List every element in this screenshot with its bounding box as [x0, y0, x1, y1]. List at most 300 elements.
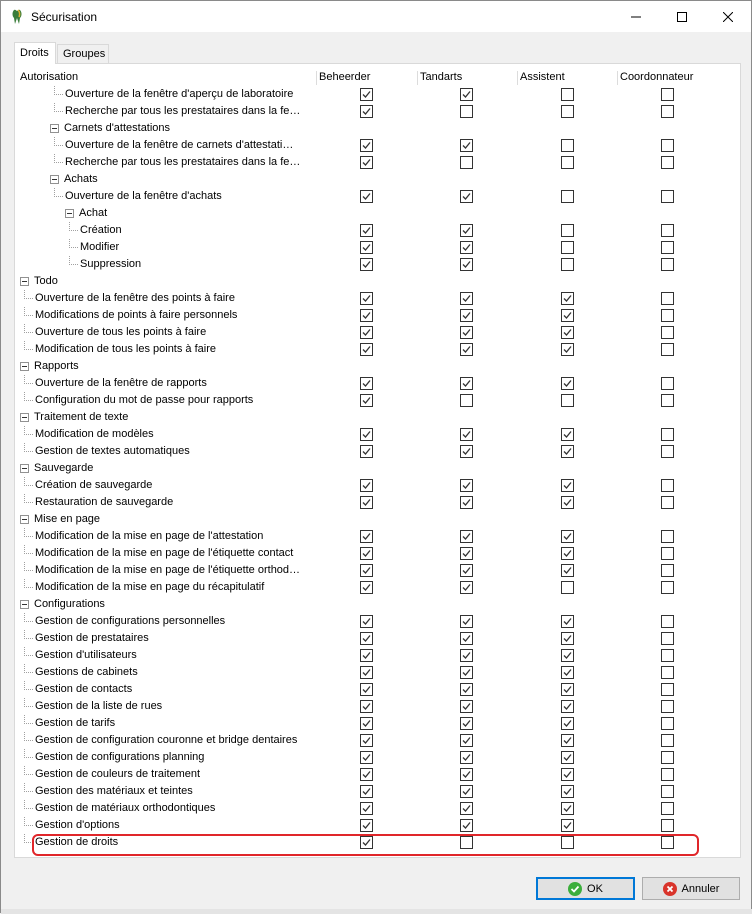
- permission-checkbox-assistent[interactable]: [561, 768, 574, 781]
- permission-checkbox-coordonnateur[interactable]: [661, 700, 674, 713]
- permission-label: Gestion de matériaux orthodontiques: [35, 802, 216, 814]
- permission-checkbox-coordonnateur[interactable]: [661, 734, 674, 747]
- permission-checkbox-coordonnateur[interactable]: [661, 224, 674, 237]
- permission-checkbox-coordonnateur[interactable]: [661, 326, 674, 339]
- permission-checkbox-assistent[interactable]: [561, 734, 574, 747]
- permission-label: Gestion de couleurs de traitement: [35, 768, 201, 780]
- permission-row[interactable]: [15, 715, 740, 732]
- permission-label: Gestion de la liste de rues: [35, 700, 163, 712]
- tree-group-row[interactable]: [15, 409, 740, 426]
- tree-connector: [69, 247, 78, 248]
- collapse-icon[interactable]: [20, 515, 29, 524]
- permission-checkbox-beheerder[interactable]: [360, 836, 373, 849]
- permission-checkbox-tandarts[interactable]: [460, 802, 473, 815]
- tree-connector: [24, 290, 25, 299]
- permission-label: Gestion de configurations planning: [35, 751, 205, 763]
- permission-row[interactable]: [15, 392, 740, 409]
- permission-checkbox-assistent[interactable]: [561, 632, 574, 645]
- column-header-beheerder[interactable]: Beheerder: [319, 71, 371, 83]
- check-icon: [568, 882, 582, 896]
- permission-row[interactable]: [15, 783, 740, 800]
- permission-checkbox-assistent[interactable]: [561, 88, 574, 101]
- tree-group-label: Achat: [79, 207, 108, 219]
- permission-checkbox-beheerder[interactable]: [360, 581, 373, 594]
- bottom-strip: [1, 909, 752, 914]
- permission-row[interactable]: [15, 103, 740, 120]
- permission-label: Ouverture de tous les points à faire: [35, 326, 207, 338]
- permission-row[interactable]: [15, 256, 740, 273]
- tree-connector: [24, 613, 25, 622]
- permission-checkbox-tandarts[interactable]: [460, 666, 473, 679]
- permission-checkbox-assistent[interactable]: [561, 751, 574, 764]
- grid-header: [15, 69, 740, 86]
- permission-checkbox-tandarts[interactable]: [460, 581, 473, 594]
- permission-checkbox-assistent[interactable]: [561, 496, 574, 509]
- permission-row[interactable]: [15, 749, 740, 766]
- permission-label: Gestion d'utilisateurs: [35, 649, 137, 661]
- tree-connector: [24, 400, 33, 401]
- permission-checkbox-tandarts[interactable]: [460, 445, 473, 458]
- tree-connector: [24, 664, 25, 673]
- permission-checkbox-assistent[interactable]: [561, 258, 574, 271]
- tree-connector: [24, 766, 25, 775]
- permission-checkbox-beheerder[interactable]: [360, 802, 373, 815]
- permission-checkbox-beheerder[interactable]: [360, 377, 373, 390]
- column-separator[interactable]: [316, 71, 317, 85]
- tree-connector: [24, 706, 33, 707]
- permission-row[interactable]: [15, 239, 740, 256]
- permission-checkbox-beheerder[interactable]: [360, 479, 373, 492]
- permission-checkbox-assistent[interactable]: [561, 394, 574, 407]
- column-separator[interactable]: [617, 71, 618, 85]
- permission-checkbox-tandarts[interactable]: [460, 615, 473, 628]
- tree-group-row[interactable]: [15, 205, 740, 222]
- permission-label: Modifications de points à faire personnels: [35, 309, 238, 321]
- permission-row[interactable]: [15, 545, 740, 562]
- tree-connector: [24, 494, 25, 503]
- permission-checkbox-tandarts[interactable]: [460, 683, 473, 696]
- permission-checkbox-coordonnateur[interactable]: [661, 683, 674, 696]
- tree-connector: [54, 154, 55, 163]
- tree-connector: [24, 451, 33, 452]
- permission-row[interactable]: [15, 681, 740, 698]
- permission-checkbox-beheerder[interactable]: [360, 343, 373, 356]
- tree-connector: [24, 341, 25, 350]
- tree-connector: [24, 298, 33, 299]
- tree-connector: [24, 545, 25, 554]
- permission-checkbox-tandarts[interactable]: [460, 785, 473, 798]
- tree-connector: [69, 264, 78, 265]
- tab-groupes[interactable]: Groupes: [57, 44, 109, 64]
- tree-group-label: Mise en page: [34, 513, 101, 525]
- permission-checkbox-coordonnateur[interactable]: [661, 156, 674, 169]
- permission-checkbox-beheerder[interactable]: [360, 88, 373, 101]
- permission-checkbox-assistent[interactable]: [561, 241, 574, 254]
- permission-checkbox-assistent[interactable]: [561, 564, 574, 577]
- tree-connector: [69, 230, 78, 231]
- permission-row[interactable]: [15, 664, 740, 681]
- permission-row[interactable]: [15, 443, 740, 460]
- permission-checkbox-coordonnateur[interactable]: [661, 649, 674, 662]
- tab-droits[interactable]: Droits: [14, 42, 56, 64]
- column-separator[interactable]: [417, 71, 418, 85]
- tree-connector: [24, 434, 33, 435]
- permission-row[interactable]: [15, 800, 740, 817]
- tree-group-row[interactable]: [15, 273, 740, 290]
- close-button[interactable]: [705, 1, 751, 32]
- permission-checkbox-coordonnateur[interactable]: [661, 530, 674, 543]
- permission-checkbox-coordonnateur[interactable]: [661, 88, 674, 101]
- permission-checkbox-tandarts[interactable]: [460, 139, 473, 152]
- permission-row[interactable]: [15, 528, 740, 545]
- tree-connector: [69, 239, 70, 248]
- tree-connector: [24, 817, 25, 826]
- permission-checkbox-assistent[interactable]: [561, 479, 574, 492]
- tree-connector: [24, 655, 33, 656]
- permission-checkbox-beheerder[interactable]: [360, 564, 373, 577]
- permission-checkbox-tandarts[interactable]: [460, 734, 473, 747]
- permission-checkbox-tandarts[interactable]: [460, 632, 473, 645]
- permission-row[interactable]: [15, 188, 740, 205]
- permission-checkbox-beheerder[interactable]: [360, 224, 373, 237]
- permission-checkbox-assistent[interactable]: [561, 530, 574, 543]
- collapse-icon[interactable]: [20, 362, 29, 371]
- column-header-autorisation[interactable]: Autorisation: [20, 71, 79, 83]
- permission-checkbox-coordonnateur[interactable]: [661, 819, 674, 832]
- permission-checkbox-tandarts[interactable]: [460, 649, 473, 662]
- permission-checkbox-assistent[interactable]: [561, 343, 574, 356]
- permission-checkbox-assistent[interactable]: [561, 309, 574, 322]
- permission-label: Gestion de textes automatiques: [35, 445, 190, 457]
- permission-checkbox-tandarts[interactable]: [460, 819, 473, 832]
- minimize-button[interactable]: [613, 1, 659, 32]
- permission-checkbox-assistent[interactable]: [561, 581, 574, 594]
- permission-row[interactable]: [15, 290, 740, 307]
- permission-label: Gestion de contacts: [35, 683, 133, 695]
- permission-checkbox-beheerder[interactable]: [360, 615, 373, 628]
- column-separator[interactable]: [517, 71, 518, 85]
- permission-checkbox-assistent[interactable]: [561, 819, 574, 832]
- collapse-icon[interactable]: [20, 600, 29, 609]
- tree-connector: [24, 307, 25, 316]
- cancel-button[interactable]: [642, 877, 740, 900]
- tree-connector: [24, 783, 25, 792]
- tree-connector: [24, 392, 25, 401]
- tree-connector: [54, 86, 55, 95]
- tree-connector: [24, 638, 33, 639]
- permission-checkbox-assistent[interactable]: [561, 666, 574, 679]
- permission-row[interactable]: [15, 766, 740, 783]
- permission-checkbox-tandarts[interactable]: [460, 343, 473, 356]
- maximize-button[interactable]: [659, 1, 705, 32]
- permission-checkbox-assistent[interactable]: [561, 105, 574, 118]
- permission-checkbox-beheerder[interactable]: [360, 530, 373, 543]
- permission-row[interactable]: [15, 817, 740, 834]
- permission-checkbox-tandarts[interactable]: [460, 496, 473, 509]
- permission-row[interactable]: [15, 647, 740, 664]
- permission-checkbox-assistent[interactable]: [561, 428, 574, 441]
- collapse-icon[interactable]: [65, 209, 74, 218]
- permission-row[interactable]: [15, 477, 740, 494]
- permission-checkbox-tandarts[interactable]: [460, 241, 473, 254]
- tree-connector: [24, 553, 33, 554]
- permission-row[interactable]: [15, 698, 740, 715]
- permission-checkbox-coordonnateur[interactable]: [661, 496, 674, 509]
- permission-checkbox-beheerder[interactable]: [360, 785, 373, 798]
- permission-checkbox-coordonnateur[interactable]: [661, 258, 674, 271]
- column-header-coordonnateur[interactable]: Coordonnateur: [620, 71, 694, 83]
- permission-checkbox-beheerder[interactable]: [360, 717, 373, 730]
- permission-checkbox-coordonnateur[interactable]: [661, 105, 674, 118]
- permission-label: Modification de tous les points à faire: [35, 343, 216, 355]
- permission-checkbox-coordonnateur[interactable]: [661, 632, 674, 645]
- tree-connector: [24, 774, 33, 775]
- permission-row[interactable]: [15, 579, 740, 596]
- permission-row[interactable]: [15, 86, 740, 103]
- permission-label: Recherche par tous les prestataires dans la fe…: [65, 105, 301, 117]
- permission-checkbox-assistent[interactable]: [561, 377, 574, 390]
- permission-checkbox-tandarts[interactable]: [460, 88, 473, 101]
- tree-connector: [69, 256, 70, 265]
- permission-checkbox-coordonnateur[interactable]: [661, 785, 674, 798]
- permission-row[interactable]: [15, 732, 740, 749]
- permission-checkbox-beheerder[interactable]: [360, 734, 373, 747]
- permission-checkbox-tandarts[interactable]: [460, 156, 473, 169]
- collapse-icon[interactable]: [50, 124, 59, 133]
- tree-connector: [24, 587, 33, 588]
- collapse-icon[interactable]: [50, 175, 59, 184]
- permission-label: Gestion d'options: [35, 819, 120, 831]
- tree-group-row[interactable]: [15, 171, 740, 188]
- permission-label: Création: [80, 224, 122, 236]
- permission-row[interactable]: [15, 324, 740, 341]
- permission-row[interactable]: [15, 494, 740, 511]
- tree-connector: [24, 383, 33, 384]
- permission-checkbox-tandarts[interactable]: [460, 190, 473, 203]
- permission-checkbox-assistent[interactable]: [561, 717, 574, 730]
- tree-connector: [24, 808, 33, 809]
- permission-checkbox-tandarts[interactable]: [460, 309, 473, 322]
- permission-checkbox-coordonnateur[interactable]: [661, 343, 674, 356]
- tree-connector: [24, 332, 33, 333]
- permission-label: Modification de la mise en page de l'étiquette orthod…: [35, 564, 301, 576]
- permission-checkbox-coordonnateur[interactable]: [661, 428, 674, 441]
- column-header-assistent[interactable]: Assistent: [520, 71, 565, 83]
- tree-connector: [24, 672, 33, 673]
- tree-group-row[interactable]: [15, 358, 740, 375]
- permission-checkbox-tandarts[interactable]: [460, 751, 473, 764]
- permission-checkbox-coordonnateur[interactable]: [661, 836, 674, 849]
- permission-checkbox-coordonnateur[interactable]: [661, 394, 674, 407]
- tree-group-label: Rapports: [34, 360, 79, 372]
- permission-checkbox-tandarts[interactable]: [460, 564, 473, 577]
- permission-checkbox-tandarts[interactable]: [460, 717, 473, 730]
- permission-checkbox-beheerder[interactable]: [360, 241, 373, 254]
- permission-checkbox-beheerder[interactable]: [360, 309, 373, 322]
- tree-connector: [24, 536, 33, 537]
- permission-label: Ouverture de la fenêtre des points à faire: [35, 292, 235, 304]
- permission-checkbox-assistent[interactable]: [561, 615, 574, 628]
- permission-row[interactable]: [15, 137, 740, 154]
- tree-connector: [24, 477, 25, 486]
- permission-checkbox-beheerder[interactable]: [360, 326, 373, 339]
- permission-checkbox-coordonnateur[interactable]: [661, 564, 674, 577]
- tooth-icon: [11, 9, 25, 25]
- permission-checkbox-assistent[interactable]: [561, 683, 574, 696]
- permission-label: Gestion de prestataires: [35, 632, 149, 644]
- permission-checkbox-assistent[interactable]: [561, 190, 574, 203]
- permission-label: Modification de la mise en page de l'étiquette contact: [35, 547, 294, 559]
- permission-checkbox-beheerder[interactable]: [360, 428, 373, 441]
- permission-checkbox-tandarts[interactable]: [460, 547, 473, 560]
- permission-checkbox-tandarts[interactable]: [460, 394, 473, 407]
- permission-checkbox-beheerder[interactable]: [360, 394, 373, 407]
- permission-label: Gestion de configurations personnelles: [35, 615, 226, 627]
- permission-checkbox-beheerder[interactable]: [360, 105, 373, 118]
- permission-checkbox-coordonnateur[interactable]: [661, 751, 674, 764]
- permission-checkbox-assistent[interactable]: [561, 326, 574, 339]
- permission-checkbox-assistent[interactable]: [561, 292, 574, 305]
- collapse-icon[interactable]: [20, 464, 29, 473]
- permission-checkbox-coordonnateur[interactable]: [661, 717, 674, 730]
- permission-row[interactable]: [15, 154, 740, 171]
- permission-row[interactable]: [15, 562, 740, 579]
- permission-checkbox-beheerder[interactable]: [360, 666, 373, 679]
- permission-checkbox-coordonnateur[interactable]: [661, 190, 674, 203]
- cross-icon: [663, 882, 677, 896]
- permission-checkbox-tandarts[interactable]: [460, 224, 473, 237]
- permission-row[interactable]: [15, 613, 740, 630]
- permission-checkbox-coordonnateur[interactable]: [661, 581, 674, 594]
- permission-checkbox-assistent[interactable]: [561, 785, 574, 798]
- permission-checkbox-beheerder[interactable]: [360, 768, 373, 781]
- tree-connector: [24, 791, 33, 792]
- permission-checkbox-assistent[interactable]: [561, 445, 574, 458]
- tree-connector: [24, 349, 33, 350]
- tree-group-row[interactable]: [15, 511, 740, 528]
- tree-connector: [69, 222, 70, 231]
- permission-checkbox-beheerder[interactable]: [360, 700, 373, 713]
- permission-checkbox-assistent[interactable]: [561, 649, 574, 662]
- permission-checkbox-tandarts[interactable]: [460, 530, 473, 543]
- permission-checkbox-coordonnateur[interactable]: [661, 615, 674, 628]
- permission-checkbox-tandarts[interactable]: [460, 479, 473, 492]
- permission-checkbox-coordonnateur[interactable]: [661, 547, 674, 560]
- tree-group-row[interactable]: [15, 596, 740, 613]
- permission-checkbox-beheerder[interactable]: [360, 632, 373, 645]
- permission-checkbox-beheerder[interactable]: [360, 258, 373, 271]
- permission-checkbox-beheerder[interactable]: [360, 819, 373, 832]
- tree-connector: [24, 621, 33, 622]
- permission-checkbox-beheerder[interactable]: [360, 496, 373, 509]
- tree-connector: [54, 111, 63, 112]
- tree-group-row[interactable]: [15, 120, 740, 137]
- permission-checkbox-beheerder[interactable]: [360, 683, 373, 696]
- permission-checkbox-beheerder[interactable]: [360, 156, 373, 169]
- permission-row[interactable]: [15, 222, 740, 239]
- permission-checkbox-assistent[interactable]: [561, 802, 574, 815]
- close-icon: [723, 12, 733, 22]
- permission-label: Modification de la mise en page de l'attestation: [35, 530, 264, 542]
- permission-checkbox-assistent[interactable]: [561, 139, 574, 152]
- permission-checkbox-assistent[interactable]: [561, 224, 574, 237]
- permission-checkbox-beheerder[interactable]: [360, 139, 373, 152]
- permission-checkbox-tandarts[interactable]: [460, 326, 473, 339]
- permission-checkbox-beheerder[interactable]: [360, 547, 373, 560]
- permission-row[interactable]: [15, 834, 740, 851]
- permission-checkbox-tandarts[interactable]: [460, 428, 473, 441]
- tree-connector: [24, 647, 25, 656]
- collapse-icon[interactable]: [20, 413, 29, 422]
- ok-button[interactable]: [536, 877, 635, 900]
- permission-checkbox-beheerder[interactable]: [360, 190, 373, 203]
- permission-checkbox-assistent[interactable]: [561, 700, 574, 713]
- permission-checkbox-coordonnateur[interactable]: [661, 666, 674, 679]
- permission-checkbox-coordonnateur[interactable]: [661, 139, 674, 152]
- permission-checkbox-tandarts[interactable]: [460, 105, 473, 118]
- collapse-icon[interactable]: [20, 277, 29, 286]
- permission-checkbox-coordonnateur[interactable]: [661, 241, 674, 254]
- window-title: Sécurisation: [31, 10, 98, 24]
- permission-checkbox-beheerder[interactable]: [360, 649, 373, 662]
- permission-checkbox-tandarts[interactable]: [460, 377, 473, 390]
- tree-connector: [54, 137, 55, 146]
- permission-checkbox-assistent[interactable]: [561, 547, 574, 560]
- permission-checkbox-coordonnateur[interactable]: [661, 479, 674, 492]
- permission-row[interactable]: [15, 307, 740, 324]
- permissions-grid: [15, 64, 740, 857]
- tree-connector: [24, 698, 25, 707]
- permission-checkbox-beheerder[interactable]: [360, 751, 373, 764]
- permission-label: Recherche par tous les prestataires dans la fe…: [65, 156, 301, 168]
- minimize-icon: [631, 12, 641, 22]
- tree-group-label: Configurations: [34, 598, 105, 610]
- tree-connector: [24, 681, 25, 690]
- permission-label: Configuration du mot de passe pour rapports: [35, 394, 254, 406]
- permission-checkbox-assistent[interactable]: [561, 836, 574, 849]
- permission-checkbox-tandarts[interactable]: [460, 258, 473, 271]
- tree-connector: [24, 443, 25, 452]
- permission-label: Modification de la mise en page du récapitulatif: [35, 581, 265, 593]
- permission-checkbox-tandarts[interactable]: [460, 700, 473, 713]
- column-header-tandarts[interactable]: Tandarts: [420, 71, 463, 83]
- permission-checkbox-coordonnateur[interactable]: [661, 309, 674, 322]
- tree-connector: [24, 324, 25, 333]
- permission-checkbox-coordonnateur[interactable]: [661, 292, 674, 305]
- permission-checkbox-beheerder[interactable]: [360, 445, 373, 458]
- permission-checkbox-assistent[interactable]: [561, 156, 574, 169]
- tree-group-row[interactable]: [15, 460, 740, 477]
- permission-label: Ouverture de la fenêtre d'aperçu de laboratoire: [65, 88, 294, 100]
- permission-label: Gestion des matériaux et teintes: [35, 785, 193, 797]
- tree-connector: [54, 196, 63, 197]
- permission-checkbox-coordonnateur[interactable]: [661, 768, 674, 781]
- permission-row[interactable]: [15, 630, 740, 647]
- permission-checkbox-beheerder[interactable]: [360, 292, 373, 305]
- permission-row[interactable]: [15, 375, 740, 392]
- title-bar[interactable]: [1, 1, 751, 32]
- permission-checkbox-coordonnateur[interactable]: [661, 802, 674, 815]
- permission-row[interactable]: [15, 341, 740, 358]
- tree-connector: [24, 579, 25, 588]
- permission-checkbox-coordonnateur[interactable]: [661, 445, 674, 458]
- permission-checkbox-tandarts[interactable]: [460, 836, 473, 849]
- permission-label: Gestion de configuration couronne et bridge dentaires: [35, 734, 298, 746]
- permission-checkbox-tandarts[interactable]: [460, 292, 473, 305]
- permission-checkbox-coordonnateur[interactable]: [661, 377, 674, 390]
- permission-checkbox-tandarts[interactable]: [460, 768, 473, 781]
- permission-row[interactable]: [15, 426, 740, 443]
